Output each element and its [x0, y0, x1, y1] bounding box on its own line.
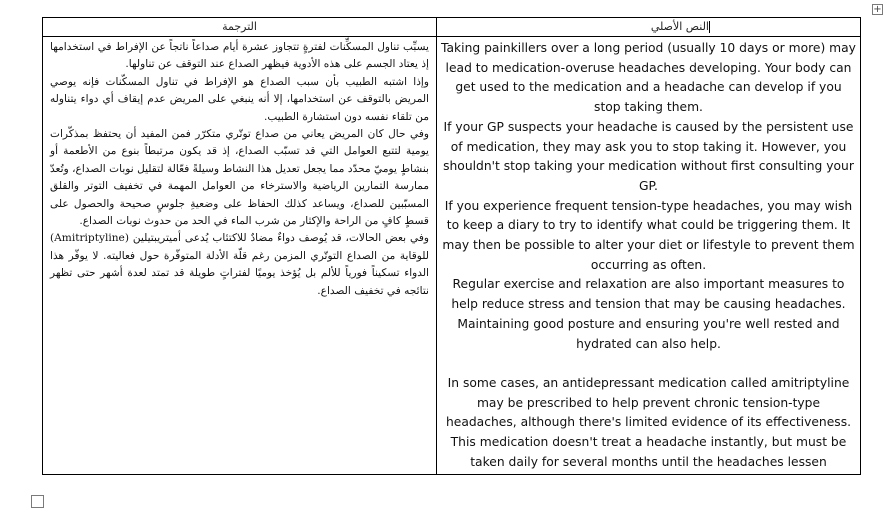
original-header-label: النص الأصلي [650, 20, 709, 33]
translation-paragraph: وفي بعض الحالات، قد يُوصف دواءٌ مضادٌ للاكتئاب يُدعى أميتريبتيلين (Amitriptyline) للوقاية من الصداع التوتّري المزمن رغم قلّة الأدلة المتوفّرة حول فعاليته. لا يوفّر هذا الدواء تسكيناً فورياً للألم بل يُؤخذ يوميًا لفتراتٍ طويلة قد تمتد لعدة أشهر حتى تظهر نتائجه في تخفيف الصداع. [50, 232, 429, 297]
translation-paragraph: وإذا اشتبه الطبيب بأن سبب الصداع هو الإفراط في تناول المسكّنات فإنه يوصي المريض بالتوقف عن استخدامها، إلا أنه ينبغي على المريض عدم إيقاف أي دواء يتناوله من تلقاء نفسه دون استشارة الطبيب. [50, 75, 429, 123]
table-header-row [43, 18, 861, 37]
original-paragraph: Taking painkillers over a long period (usually 10 days or more) may lead to medication-overuse headaches developing. Your body can get used to the medication and a headache can develop if you stop taking them. [441, 41, 856, 115]
original-paragraph: If your GP suspects your headache is caused by the persistent use of medication, they may ask you to stop taking it. However, you shouldn't stop taking your medication without first consulting your GP. [443, 119, 854, 193]
translation-header-cell[interactable] [43, 18, 437, 37]
translation-cell[interactable] [43, 37, 437, 475]
translation-header-label: الترجمة [222, 20, 257, 33]
table-move-handle-icon[interactable]: + [873, 4, 882, 15]
translation-text [43, 37, 436, 300]
original-paragraph: Regular exercise and relaxation are also important measures to help reduce stress and tension that may be causing headaches. Maintaining good posture and ensuring you're well rested and hydrated can also help. [451, 277, 846, 351]
text-cursor [709, 21, 710, 33]
table-resize-handle-icon[interactable] [31, 495, 44, 508]
original-text [437, 37, 860, 474]
translation-table [42, 17, 861, 475]
translation-paragraph: يسبِّب تناول المسكِّنات لفترةٍ تتجاوز عشرة أيام صداعاً ناتجاً عن الإفراط في استخدامها إذ يعتاد الجسم على هذه الأدوية فيظهر الصداع عند التوقف عن تناولها. [50, 41, 429, 71]
table-body-row [43, 37, 861, 475]
original-cell[interactable] [437, 37, 861, 475]
original-paragraph: In some cases, an antidepressant medication called amitriptyline may be prescribed to help prevent chronic tension-type headaches, although there's limited evidence of its effectiveness. This medication doesn't treat a headache instantly, but must be taken daily for several months until the headaches lessen [445, 375, 852, 469]
original-header-cell[interactable] [437, 18, 861, 37]
original-paragraph: If you experience frequent tension-type headaches, you may wish to keep a diary to try to identify what could be triggering them. It may then be possible to alter your diet or lifestyle to prevent them occurring as often. [442, 198, 855, 272]
translation-paragraph: وفي حال كان المريض يعاني من صداع توتّري متكرّر فمن المفيد أن يحتفظ بمذكّرات يومية لتتبع العوامل التي قد تسبّب الصداع، إذ قد يكون مرتبطاً بنوع من الأطعمة أو بنشاطٍ يوميّ محدّد مما يجعل تعديل هذا النشاط وسيلةً فعّالة لتقليل نوبات الصداع، وتُعدّ ممارسة التمارين الرياضية والاسترخاء من العوامل المهمة في تخفيف التوتر والقلق المسبّبين للصداع، ويساعد كذلك الحفاظ على وضعيةِ جلوسٍ صحيحة والحصول على قسطٍ كافٍ من الراحة والإكثار من شرب الماء في الحد من حدوث نوبات الصداع. [50, 128, 429, 228]
